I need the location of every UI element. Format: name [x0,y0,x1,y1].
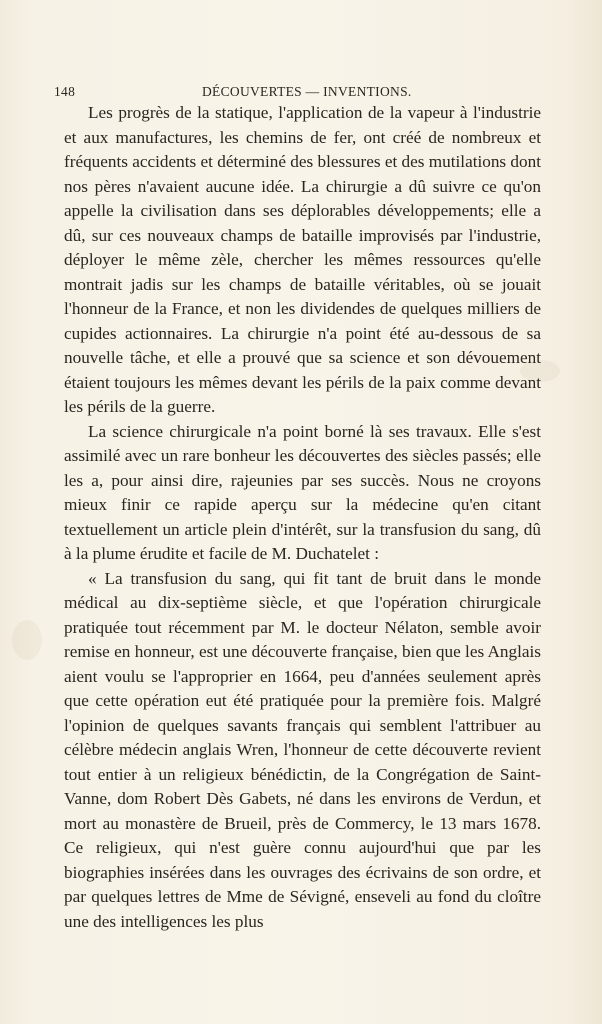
paper-stain [12,620,42,660]
paragraph: Les progrès de la statique, l'application de la vapeur à l'industrie et aux manufactures, les chemins de fer, ont créé de nombreux et fréquents accidents et déterminé des blessures et des mutilations dont nos pères n'avaient aucune idée. La chirurgie a dû suivre ce qu'on appelle la civilisation dans ses déplorables développements; elle a dû, sur ces nouveaux champs de bataille improvisés par l'industrie, déployer le même zèle, chercher les mêmes ressources qu'elle montrait jadis sur les champs de bataille véritables, où se jouait l'honneur de la France, et non les dividendes de quelques milliers de cupides actionnaires. La chirurgie n'a point été au-dessous de sa nouvelle tâche, et elle a prouvé que sa science et son dévouement étaient toujours les mêmes devant les périls de la paix comme devant les périls de la guerre. [64,103,541,416]
page-number: 148 [54,84,76,99]
paragraph: « La transfusion du sang, qui fit tant de bruit dans le monde médical au dix-septième siècle, et que l'opération chirurgicale pratiquée tout récemment par M. le docteur Nélaton, semble avoir remise en honneur, est une découverte française, bien que les Anglais aient voulu se l'approprier en 1664, peu d'années seulement après que cette opération eut été pratiquée pour la première fois. Malgré l'opinion de quelques savants français qui semblent l'attribuer au célèbre médecin anglais Wren, l'honneur de cette découverte revient tout entier à un religieux bénédictin, de la Congrégation de Saint-Vanne, dom Robert Dès Gabets, né dans les environs de Verdun, et mort au monastère de Brueil, près de Commercy, le 13 mars 1678. Ce religieux, qui n'est guère connu aujourd'hui que par les biographies insérées dans les ouvrages des écrivains de son ordre, et par quelques lettres de Mme de Sévigné, enseveli au fond du cloître une des intelligences les plus [64,568,541,931]
running-title: DÉCOUVERTES — INVENTIONS. [202,84,412,99]
paragraph: La science chirurgicale n'a point borné là ses travaux. Elle s'est assimilé avec un rare bonheur les découvertes des siècles passés; elle les a, pour ainsi dire, rajeunies par ses succès. Nous ne croyons mieux finir ce rapide aperçu sur la médecine qu'en citant textuellement un article plein d'intérêt, sur la transfusion du sang, dû à la plume érudite et facile de M. Duchatelet : [64,421,541,563]
body-text [64,101,541,934]
